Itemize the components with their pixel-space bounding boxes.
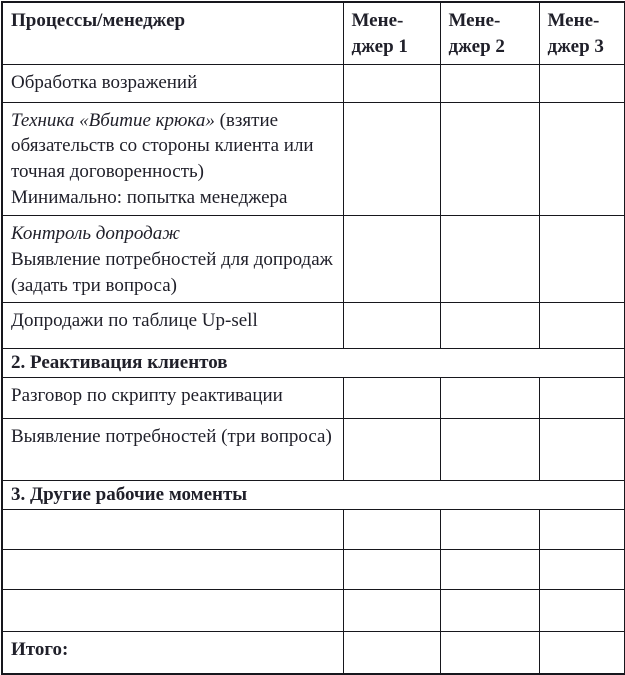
process-label-cell <box>2 590 343 632</box>
score-cell <box>440 510 539 550</box>
column-header-manager-2: Мене-джер 2 <box>440 2 539 64</box>
process-label-cell: Допродажи по таблице Up-sell <box>2 303 343 349</box>
process-label-cell: Обработка возражений <box>2 64 343 102</box>
score-cell <box>440 215 539 302</box>
process-label-cell: Выявление потребностей (три вопроса) <box>2 419 343 481</box>
total-label-cell: Итого: <box>2 632 343 674</box>
score-cell <box>539 303 625 349</box>
score-cell <box>440 590 539 632</box>
score-cell <box>539 419 625 481</box>
section-row-other-work <box>2 481 625 510</box>
table-row <box>2 102 625 215</box>
process-second-line: Выявление потребностей для допродаж (задать три вопроса) <box>11 248 333 296</box>
column-header-processes: Процессы/менеджер <box>2 2 343 64</box>
score-cell <box>440 64 539 102</box>
header-row <box>2 2 625 64</box>
table-row <box>2 378 625 419</box>
empty-row <box>2 550 625 590</box>
process-label-cell <box>2 102 343 215</box>
score-cell <box>539 215 625 302</box>
process-second-line: Минимально: попытка менеджера <box>11 187 288 209</box>
score-cell <box>539 510 625 550</box>
table-row <box>2 303 625 349</box>
process-note: (взятие обязательств со стороны клиента или точная договоренность) <box>11 109 314 183</box>
score-cell <box>539 102 625 215</box>
score-cell <box>343 590 440 632</box>
score-cell <box>440 303 539 349</box>
score-cell <box>343 419 440 481</box>
process-label-cell: Разговор по скрипту реактивации <box>2 378 343 419</box>
book-page <box>0 1 625 661</box>
score-cell <box>539 632 625 674</box>
score-cell <box>539 64 625 102</box>
score-cell <box>440 378 539 419</box>
process-label-cell <box>2 510 343 550</box>
column-header-manager-1: Мене-джер 1 <box>343 2 440 64</box>
total-row <box>2 632 625 674</box>
score-cell <box>343 102 440 215</box>
table-row <box>2 419 625 481</box>
table-row <box>2 64 625 102</box>
score-cell <box>539 550 625 590</box>
table-row <box>2 215 625 302</box>
score-cell <box>343 215 440 302</box>
score-cell <box>440 550 539 590</box>
score-cell <box>440 419 539 481</box>
process-title-italic: Техника «Вбитие крюка» <box>11 109 215 131</box>
score-cell <box>440 102 539 215</box>
empty-row <box>2 590 625 632</box>
manager-process-checklist-table <box>1 1 625 675</box>
process-label-cell <box>2 215 343 302</box>
section-row-reactivation <box>2 349 625 378</box>
process-label-cell <box>2 550 343 590</box>
column-header-manager-3: Мене-джер 3 <box>539 2 625 64</box>
section-title: 2. Реактивация клиентов <box>2 349 625 378</box>
score-cell <box>343 378 440 419</box>
process-title-italic: Контроль допродаж <box>11 222 180 244</box>
score-cell <box>343 550 440 590</box>
score-cell <box>343 64 440 102</box>
score-cell <box>539 590 625 632</box>
score-cell <box>440 632 539 674</box>
score-cell <box>343 510 440 550</box>
score-cell <box>343 632 440 674</box>
score-cell <box>343 303 440 349</box>
section-title: 3. Другие рабочие моменты <box>2 481 625 510</box>
empty-row <box>2 510 625 550</box>
score-cell <box>539 378 625 419</box>
